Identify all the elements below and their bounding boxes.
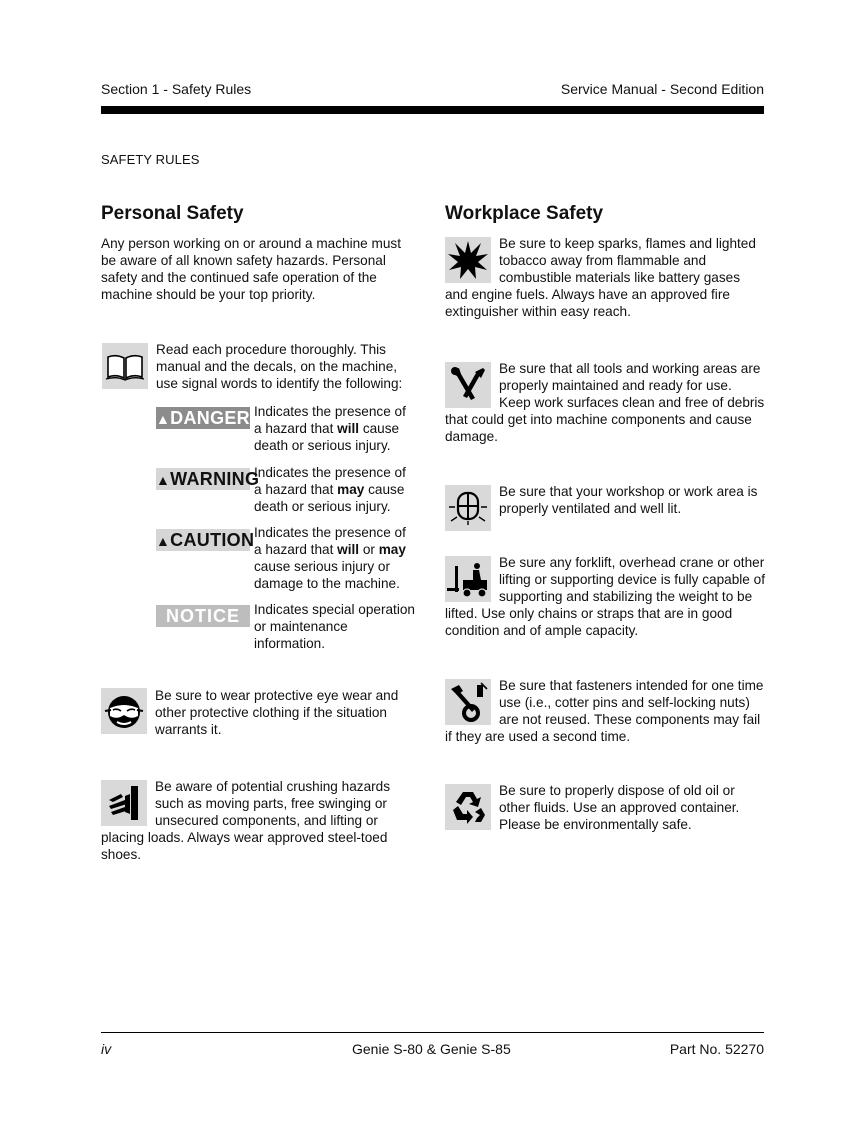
notice-badge: NOTICE: [156, 605, 250, 627]
header-rule: [101, 106, 764, 114]
header-section-title: Section 1 - Safety Rules: [101, 81, 252, 97]
workplace-safety-heading: Workplace Safety: [445, 203, 604, 224]
caution-description: Indicates the presence of a hazard that will or may cause serious injury or damage to the machine.: [254, 525, 406, 591]
ventilation-text: Be sure that your workshop or work area is properly ventilated and well lit.: [499, 484, 758, 516]
lifting-text: Be sure any forklift, overhead crane or other lifting or supporting device is fully capable of supporting and stabilizing the weight to be lifted. Use only chains or straps that are in good condition and of ample capacity.: [445, 555, 765, 638]
workplace-item-ventilation: [445, 483, 765, 533]
fire-safety-text: Be sure to keep sparks, flames and lighted tobacco away from flammable and combustible materials like battery gases and engine fuels. Always have an approved fire extinguisher within easy reach.: [445, 236, 756, 319]
header-manual-title: Service Manual - Second Edition: [560, 81, 764, 97]
manual-book-icon: [102, 343, 148, 389]
explosion-icon: [445, 237, 491, 283]
personal-safety-heading: Personal Safety: [101, 203, 244, 224]
workplace-item-fasteners: [445, 677, 765, 745]
danger-badge: ▲DANGER: [156, 408, 250, 428]
tools-icon: [445, 362, 491, 408]
crushing-hand-icon: [101, 780, 147, 826]
recycle-icon: [445, 784, 491, 830]
eye-protection-icon: [101, 688, 147, 734]
notice-description: Indicates special operation or maintenance information.: [254, 602, 415, 651]
footer-part-number: Part No. 52270: [669, 1041, 764, 1057]
disposal-text: Be sure to properly dispose of old oil or other fluids. Use an approved container. Please be environmentally safe.: [499, 783, 740, 832]
workplace-item-fire: [445, 235, 765, 320]
ventilation-lamp-icon: [445, 485, 491, 531]
workplace-item-tools: [445, 360, 765, 445]
fastener-icon: [445, 679, 491, 725]
warning-badge: ▲WARNING: [156, 469, 260, 489]
workplace-item-disposal: [445, 782, 765, 833]
fasteners-text: Be sure that fasteners intended for one time use (i.e., cotter pins and self-locking nuts) are not reused. These components may fail if they are used a second time.: [445, 678, 764, 744]
workplace-item-lifting: [445, 554, 765, 639]
footer-model: Genie S-80 & Genie S-85: [352, 1041, 511, 1057]
crushing-hazard-text: Be aware of potential crushing hazards such as moving parts, free swinging or unsecured components, and lifting or placing loads. Always wear approved steel-toed shoes.: [101, 779, 391, 862]
eyewear-text: Be sure to wear protective eye wear and other protective clothing if the situation warrants it.: [155, 688, 399, 737]
forklift-icon: [445, 556, 491, 602]
page-number: iv: [101, 1041, 112, 1057]
read-procedure-text: Read each procedure thoroughly. This manual and the decals, on the machine, use signal words to identify the following:: [156, 342, 403, 391]
caution-badge: ▲CAUTION: [156, 530, 255, 550]
tools-text: Be sure that all tools and working areas are properly maintained and ready for use. Keep work surfaces clean and free of debris that could get into machine components and cause damage.: [445, 361, 765, 444]
footer-rule: [101, 1032, 764, 1033]
warning-description: Indicates the presence of a hazard that may cause death or serious injury.: [254, 465, 406, 514]
section-label: SAFETY RULES: [101, 152, 200, 167]
crushing-hazard-block: [101, 778, 417, 863]
personal-safety-intro: Any person working on or around a machine must be aware of all known safety hazards. Personal safety and the continued safe operation of the machine should be your top priority.: [101, 236, 401, 302]
danger-description: Indicates the presence of a hazard that will cause death or serious injury.: [254, 404, 406, 453]
